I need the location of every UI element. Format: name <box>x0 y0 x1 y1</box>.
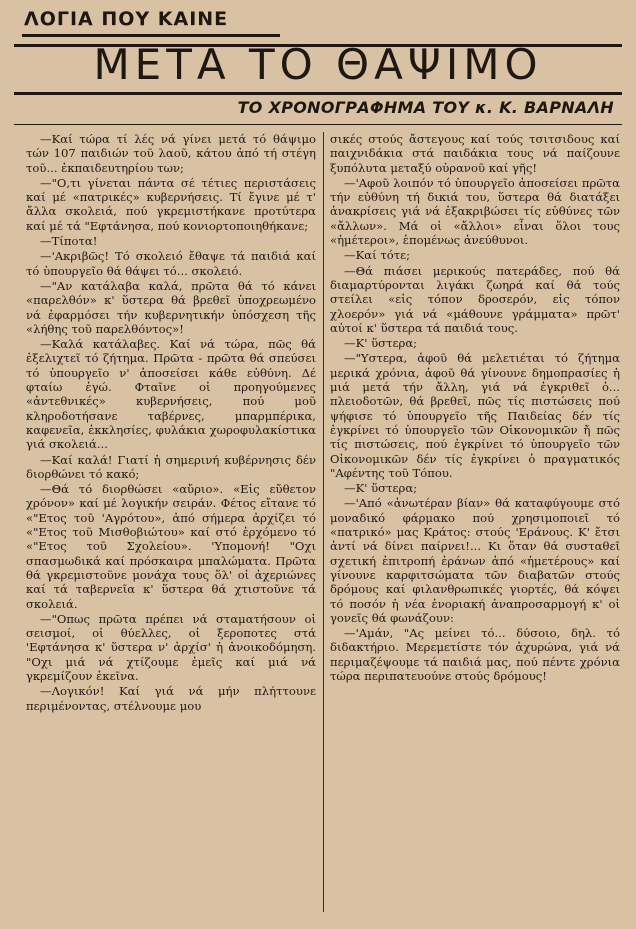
paragraph: —"Οπως πρῶτα πρέπει νά σταματήσουν οἱ σεισμοί, οἱ θύελλες, οἱ ξεροποτες στά 'Εφτάνησα κ' ὕστερα ν' ἀρχίσ' ἡ ἀνοικοδόμηση. "Οχι μιά νά χτίζουμε ἐμεῖς καί μιά νά γκρεμίζουν ἐκεῖνα. <box>26 611 316 683</box>
paragraph: —'Αφοῦ λοιπόν τό ὑπουργεῖο ἀποσείσει πρῶτα τήν εὐθύνη τή δικιά του, ὕστερα θά διατάξει ἀνακρίσεις γιά νά ἐξακριβώσει τίς εὐθύνες τῶν «ἄλλων». Μά οἱ «ἄλλοι» εἶναι ὅλοι τους «ἡμέτεροι», ἑπομένως ἀνεύθυνοι. <box>330 175 620 248</box>
right-column <box>330 132 620 922</box>
byline-rule <box>14 124 622 125</box>
article-byline: ΤΟ ΧΡΟΝΟΓΡΑΦΗΜΑ ΤΟΥ κ. Κ. ΒΑΡΝΑΛΗ <box>237 98 614 117</box>
paragraph: —Λογικόν! Καί γιά νά μήν πλήττουνε περιμένοντας, στέλνουμε μου <box>26 684 316 713</box>
paragraph: —'Αμάν, "Ας μείνει τό... δύσοιο, δηλ. τό διδακτήριο. Μερεμετίστε τόν ἀχυρώνα, γιά νά περιμαζέψουμε τά παιδιά μας, πού πέντε χρόνια τώρα περιπατευούνε στούς δρόμους! <box>330 626 620 683</box>
paragraph: —Καί τώρα τί λές νά γίνει μετά τό θάψιμο τών 107 παιδιών τοῦ λαοῦ, κάτου ἀπό τή στέγη τοῦ... ἐκπαιδευτηρίου των; <box>26 132 316 175</box>
paragraph: —'Από «ἀνωτέραν βίαν» θά καταφύγουμε στό μοναδικό φάρμακο πού χρησιμοποιεῖ τό «πατρικό» μας Κράτος: στούς 'Εράνους. Κ' ἔτσι ἀντί νά δίνει παίρνει!... Κι ὅταν θά συσταθεῖ σχετική ἐπιτροπή ἐράνων ἀπό «ἡμετέρους» καί γίνουνε καρφιτσώματα τῶν διαβατῶν στούς δρόμους καί φιλανθρωπικές γιορτές, θά κόψει τό ποσόν ἡ νέα ἐνοριακή ἀναπροσαρμογή κ' οἱ γονεῖς θά φωνάζουν: <box>330 496 620 625</box>
paragraph: —Τίποτα! <box>40 234 98 249</box>
paragraph: —Καλά κατάλαβες. Καί νά τώρα, πῶς θά ἐξελιχτεῖ τό ζήτημα. Πρῶτα - πρῶτα θά σπεύσει τό ὑπουργεῖο ν' ἀποσείσει κάθε εὐθύνη. Δέ φταίω ἐγώ. Φταῖνε οἱ προηγούμενες «ἀντεθνικές» κυβερνήσεις, πού μοῦ κληροδοτήσανε ταβέρνες, μπαρμπέρικα, καφενεῖα, ἐκκλησίες, φυλάκια χωροφυλακίστικα γιά σκολειά... <box>26 337 316 452</box>
paragraph: —Κ' ὕστερα; <box>344 481 418 496</box>
section-kicker: ΛΟΓΙΑ ΠΟΥ ΚΑΙΝΕ <box>24 8 229 30</box>
paragraph: —Καί καλά! Γιατί ἡ σημερινή κυβέρνησις δέν διορθώνει τό κακό; <box>26 452 316 481</box>
column-divider <box>323 132 324 912</box>
headline-bottom-rule <box>14 92 622 95</box>
paragraph: σικές στούς ἄστεγους καί τούς τσιτσιδους καί παιχνιδάκια στά παιδάκια τους νά παίζουνε ξυπόλυτα μεταξύ οὐρανοῦ καί γῆς! <box>330 132 620 175</box>
paragraph: —"Ο,τι γίνεται πάντα σέ τέτιες περιστάσεις καί μέ «πατρικές» κυβερνήσεις. Τί ἔγινε μέ τ' ἄλλα σκολειά, πού γκρεμιστήκανε προτύτερα καί μέ τά "Εφτάνησα, πού κονιορτοποιηθήκανε; <box>26 175 316 233</box>
paragraph: —Θά τό διορθώσει «αὔριο». «Εἰς εὔθετον χρόνον» καί μέ λογικήν σειράν. Φέτος εἴτανε τό «"Ετος τοῦ 'Αγρότου», ἀπό σήμερα ἀρχίζει τό «"Ετος τοῦ Μισθοβιώτου» καί στό ἐρχόμενο τό «"Ετος τοῦ Σχολείου». 'Υπομονή! "Οχι σπασμωδικά καί πρόσκαιρα μπαλώματα. Πρῶτα θά γκρεμιστοῦνε μονάχα τους ὅλ' οἱ ἀχεριώνες καί τά ταβερνεῖα κ' ὕστερα θά χτιστοῦνε τά σκολειά. <box>26 482 316 611</box>
paragraph: —Κ' ὕστερα; <box>344 336 418 351</box>
article-headline: ΜΕΤΑ ΤΟ ΘΑΨΙΜΟ <box>93 40 543 89</box>
paragraph: —"Αν κατάλαβα καλά, πρῶτα θά τό κάνει «παρελθόν» κ' ὕστερα θά βρεθεῖ ὑποχρεωμένο νά ἐφαρμόσει τήν κυβερνητικήν ὑπόσχεση τῆς «λήθης τοῦ παρελθόντος»! <box>26 278 316 336</box>
paragraph: —'Ακριβῶς! Τό σκολειό ἔθαψε τά παιδιά καί τό ὑπουργεῖο θά θάψει τό... σκολειό. <box>26 249 316 278</box>
paragraph: —Καί τότε; <box>344 248 411 263</box>
paragraph: —"Υστερα, ἀφοῦ θά μελετιέται τό ζήτημα μερικά χρόνια, ἀφοῦ θά γίνουνε δημοπρασίες ἡ μιά μετά τήν ἄλλη, γιά νά ἐγκριθεῖ ὁ... πλειοδοτῶν, θά βρεθεῖ, πῶς τίς πιστώσεις πού ψήφισε τό ὑπουργεῖο τῆς Παιδείας δέν τίς ἐγκρίνει τό ὑπουργεῖο τῶν Οἰκονομικῶν ἤ πῶς τίς πιστώσεις, πού ἐγκρίνει τό ὑπουργεῖο τῶν Οἰκονομικῶν δέν τίς ἐγκρίνει ὁ πραγματικός "Αφέντης τοῦ Τόπου. <box>330 351 620 480</box>
paragraph: —Θά πιάσει μερικούς πατεράδες, πού θά διαμαρτύρονται λιγάκι ζωηρά καί θά τούς στείλει «εἰς τόπον δροσερόν, εἰς τόπον χλοερόν» γιά νά «μάθουνε γράμματα» πρῶτ' αὐτοί κ' ὕστερα τά παιδιά τους. <box>330 263 620 335</box>
kicker-underline <box>22 34 280 37</box>
left-column <box>26 132 316 922</box>
